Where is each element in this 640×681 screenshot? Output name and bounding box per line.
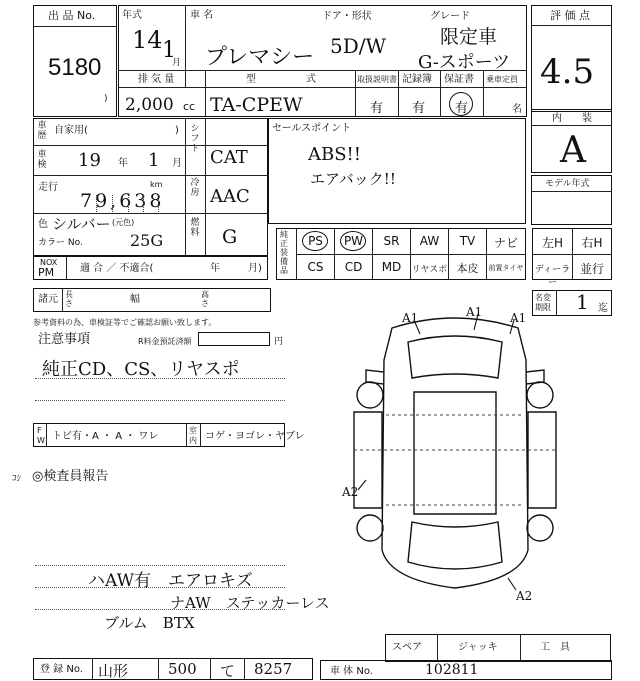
equipment-navi: ナビ	[493, 236, 518, 250]
inspection-year-unit: 年	[118, 158, 128, 169]
jack-label: ジャッキ	[458, 642, 498, 653]
name-change-deadline: 期限	[535, 303, 551, 312]
color-no-label: カラー No.	[38, 238, 83, 248]
car-roof	[414, 392, 496, 514]
chassis-value: 102811	[425, 662, 479, 678]
height-label: 高 さ	[201, 290, 209, 308]
warranty-value: 有	[455, 100, 469, 115]
equipment-vert-label: 純 正 装 備 品	[280, 230, 288, 275]
wheel-front-left	[357, 382, 383, 408]
score-value: 4.5	[540, 52, 595, 92]
car-outer-body	[382, 318, 528, 588]
plate-number: 8257	[254, 660, 293, 678]
nox-month: 月)	[248, 263, 262, 274]
equipment-md: MD	[381, 260, 402, 274]
model-code: TA-CPEW	[210, 94, 303, 116]
handle-right: 右H	[581, 236, 603, 250]
diagram-mark-left-side: A2	[342, 485, 359, 499]
displacement-unit: cc	[183, 100, 196, 113]
ac-value: AAC	[210, 186, 250, 207]
model-year: 14	[132, 26, 163, 54]
diagram-mark-front-left: A1	[402, 311, 419, 325]
grade-line-2: G-スポーツ	[418, 52, 511, 73]
equipment-rear-spoiler: リヤスポ	[411, 265, 448, 275]
ac-vert-label: 冷 房	[190, 178, 200, 198]
lot-corner-mark: )	[104, 94, 108, 104]
wheel-rear-right	[527, 515, 553, 541]
car-rear-glass	[408, 522, 502, 569]
model-month: 1	[162, 38, 176, 63]
color-no: 25G	[130, 231, 164, 250]
displacement-value: 2,000	[125, 95, 174, 115]
diagram-mark-front-center: A1	[466, 305, 483, 319]
inspection-month-unit: 月	[172, 158, 182, 169]
inspector-note-2: ナAW ステッカーレス	[170, 594, 330, 612]
reference-note: 参考資料の為、車検証等でご確認お願い致します。	[33, 318, 217, 327]
room-label-1: 室	[189, 426, 197, 435]
inspection-year: 19	[78, 150, 101, 171]
plate-region: 山形	[98, 662, 129, 680]
score-label: 評 価 点	[550, 9, 590, 22]
equipment-tv: TV	[459, 234, 476, 248]
selling-point-1: ABS!!	[308, 144, 362, 165]
width-label: 幅	[130, 294, 140, 305]
record-label: 記録簿	[402, 74, 432, 85]
car-hood	[408, 336, 502, 378]
wheel-rear-left	[357, 515, 383, 541]
inspection-vert-label: 車 検	[37, 150, 47, 170]
fuel-vert-label: 燃 料	[190, 218, 200, 238]
equipment-cs: CS	[307, 260, 324, 274]
model-label: 型	[246, 74, 256, 85]
door-type: 5D/W	[330, 34, 387, 58]
selling-points-label: セールスポイント	[272, 123, 352, 134]
recycle-amount-box	[198, 332, 270, 346]
car-name-label: 車 名	[190, 10, 214, 21]
selling-point-2: エアバック!!	[310, 170, 396, 188]
inspection-month: 1	[148, 150, 160, 171]
car-right-side	[528, 412, 556, 508]
equipment-leather: 本皮	[456, 262, 479, 275]
displacement-label: 排 気 量	[138, 74, 175, 85]
warranty-label: 保証書	[444, 74, 474, 85]
equipment-sr: SR	[383, 234, 400, 248]
handle-left: 左H	[541, 236, 564, 250]
capacity-label: 乗車定員	[486, 75, 518, 84]
wheel-front-right	[527, 382, 553, 408]
length-label: 長 さ	[65, 290, 73, 308]
floor-f-label: F	[37, 426, 42, 435]
warranty-circle	[449, 92, 473, 116]
lot-number-label: 出 品 No.	[48, 9, 96, 22]
plate-class: 500	[168, 660, 197, 678]
nox-value: 適 合 ／ 不適合(	[80, 263, 154, 274]
caution-title: 注意事項	[38, 332, 91, 347]
plate-label: 登 録 No.	[40, 664, 83, 675]
nox-year: 年	[210, 263, 220, 274]
plate-kana: て	[220, 662, 236, 680]
equipment-cd: CD	[344, 260, 363, 274]
shift-value: CAT	[210, 147, 248, 168]
recycle-label: R料金預託済額	[138, 337, 192, 346]
usage-vert-label: 車 歴	[37, 121, 47, 141]
interior-score: A	[560, 130, 586, 171]
nox-label: NOX	[40, 258, 58, 267]
diagram-mark-rear: A2	[516, 589, 533, 603]
mileage-label: 走行	[38, 182, 58, 193]
room-options: コゲ・ヨゴレ・ヤブレ	[205, 431, 305, 442]
equipment-front-tire: 前置タイヤ	[488, 264, 524, 272]
spare-label: スペア	[392, 642, 422, 653]
diagram-mark-front-right: A1	[510, 311, 527, 325]
tools-label: 工 具	[540, 642, 570, 653]
grade-line-1: 限定車	[440, 26, 498, 48]
floor-options: トビ有・A ・ A ・ ワレ	[52, 431, 159, 442]
inspector-prefix: ｺｼ	[12, 474, 22, 484]
caution-text: 純正CD、CS、リヤスポ	[42, 359, 240, 380]
inspector-title: ◎検査員報告	[32, 469, 109, 484]
car-damage-diagram	[330, 300, 580, 605]
door-label: ドア・形状	[322, 11, 372, 22]
manual-label: 取扱説明書	[357, 75, 397, 84]
usage-close: )	[175, 125, 179, 136]
year-label: 年式	[122, 10, 142, 21]
equipment-ps: PS	[308, 234, 323, 248]
chassis-label: 車 体 No.	[330, 666, 373, 677]
inspector-note-1: ハAW有 エアロキズ	[88, 571, 253, 591]
record-value: 有	[412, 100, 426, 115]
dealer-import: ディーラー	[534, 265, 571, 288]
equipment-pw-circle	[340, 231, 366, 251]
equipment-ps-circle	[302, 231, 328, 251]
capacity-unit: 名	[512, 104, 522, 115]
fuel-value: G	[222, 226, 238, 248]
mileage-value: 79,638	[80, 190, 165, 212]
model-change-label: モデル年式	[545, 179, 590, 189]
interior-label: 内 装	[552, 113, 592, 124]
shift-vert-label: シ フ ト	[190, 124, 200, 154]
color-value: シルバー	[52, 215, 111, 233]
equipment-pw: PW	[343, 234, 364, 248]
usage-label: 自家用(	[54, 125, 88, 136]
inspector-note-3: ブルム BTX	[104, 614, 195, 632]
manual-value: 有	[370, 100, 384, 115]
month-label: 月	[172, 58, 182, 68]
equipment-aw: AW	[419, 234, 440, 248]
lot-number: 5180	[48, 54, 102, 81]
floor-w-label: W	[37, 436, 45, 445]
mileage-unit: km	[150, 180, 163, 189]
name-change-value: 1	[576, 290, 589, 314]
dimensions-label: 諸元	[38, 294, 58, 305]
car-name: プレマシー	[205, 45, 315, 70]
parallel-import: 並行	[579, 262, 604, 276]
name-change-label: 名変	[535, 293, 551, 302]
name-change-unit: 迄	[598, 303, 608, 314]
pm-label: PM	[38, 266, 55, 279]
color-label: 色	[38, 219, 48, 230]
recycle-yen: 円	[274, 337, 284, 347]
grade-label: グレード	[430, 11, 470, 22]
room-label-2: 内	[189, 436, 197, 445]
model-label-2: 式	[306, 74, 316, 85]
color-original: (元色)	[112, 218, 135, 227]
